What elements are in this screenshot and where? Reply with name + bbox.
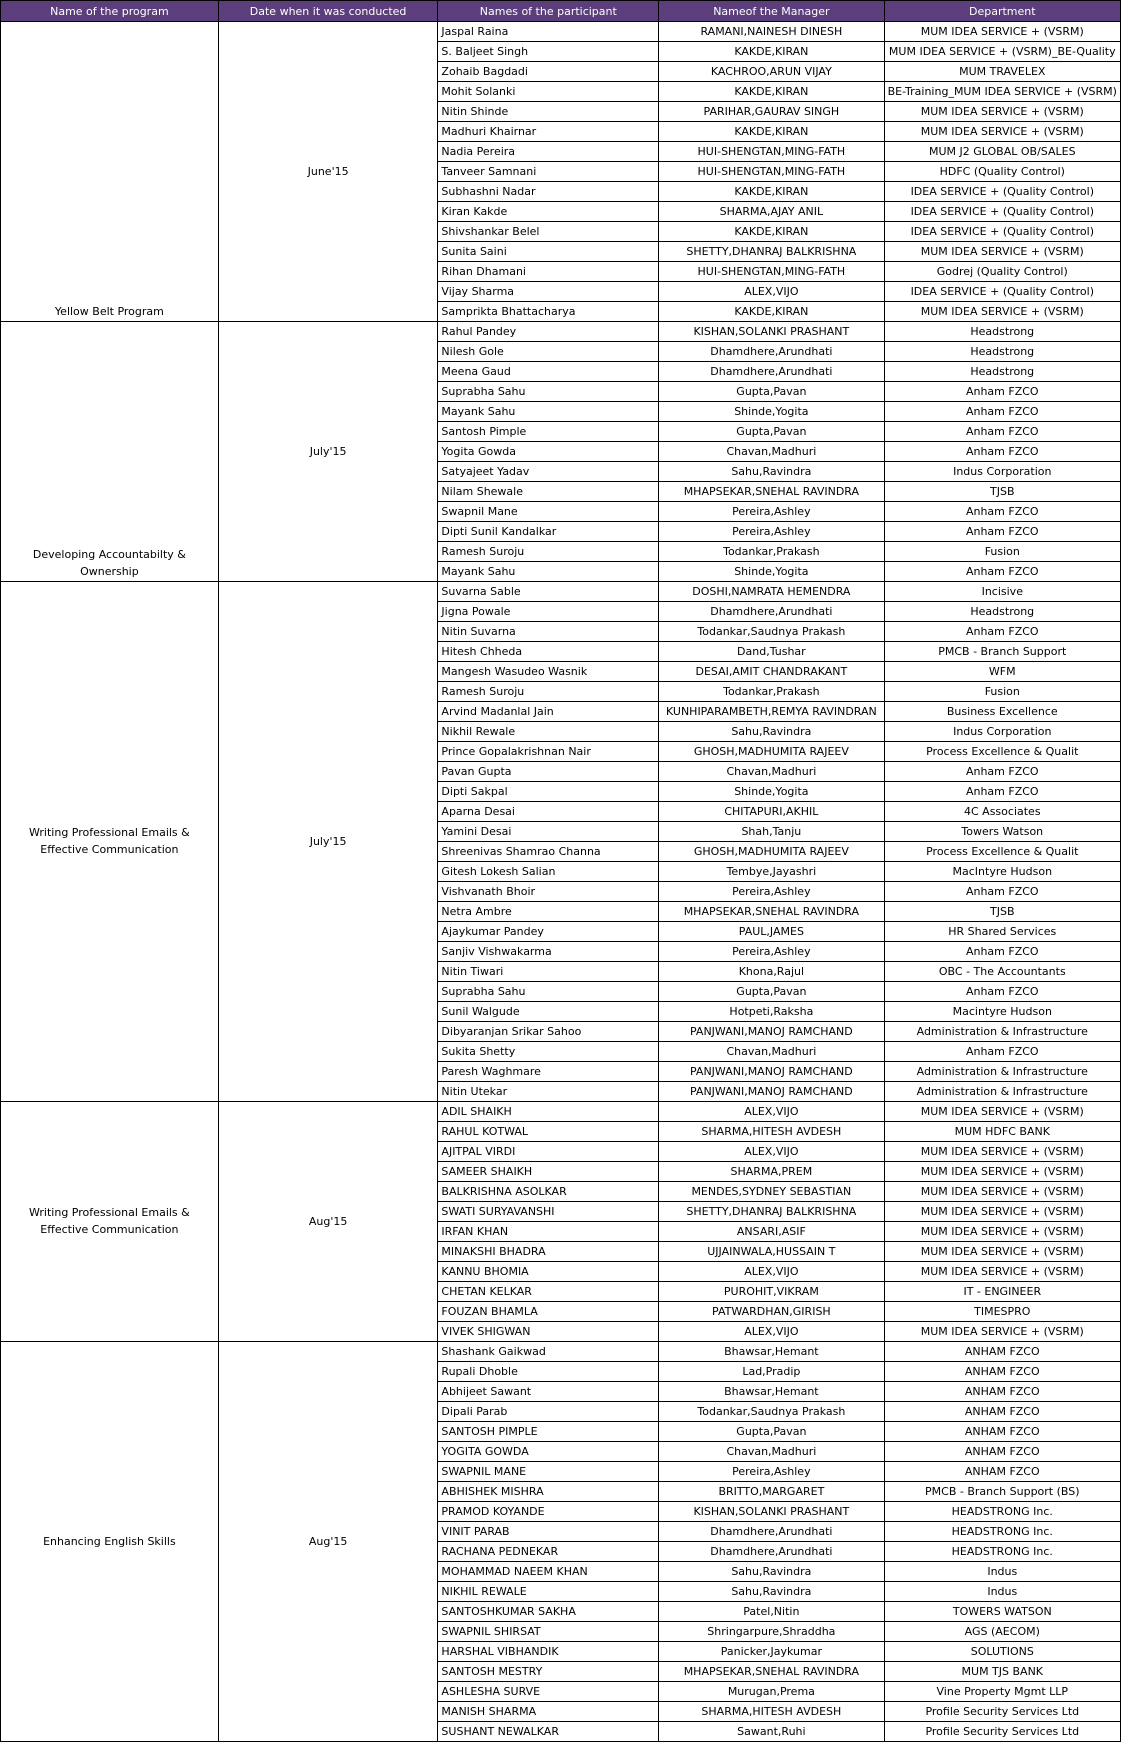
participant-cell: Yamini Desai: [438, 822, 659, 842]
department-cell: MUM IDEA SERVICE + (VSRM): [884, 102, 1120, 122]
participant-cell: SWAPNIL MANE: [438, 1462, 659, 1482]
department-cell: Indus Corporation: [884, 462, 1120, 482]
department-cell: ANHAM FZCO: [884, 1402, 1120, 1422]
department-cell: SOLUTIONS: [884, 1642, 1120, 1662]
participant-cell: Subhashni Nadar: [438, 182, 659, 202]
department-cell: Headstrong: [884, 602, 1120, 622]
date-cell: July'15: [218, 322, 438, 582]
department-cell: TIMESPRO: [884, 1302, 1120, 1322]
manager-cell: Pereira,Ashley: [659, 502, 884, 522]
manager-cell: Dhamdhere,Arundhati: [659, 602, 884, 622]
manager-cell: Bhawsar,Hemant: [659, 1342, 884, 1362]
manager-cell: Sawant,Ruhi: [659, 1722, 884, 1742]
header-date: Date when it was conducted: [218, 1, 438, 22]
department-cell: PMCB - Branch Support (BS): [884, 1482, 1120, 1502]
participant-cell: Shreenivas Shamrao Channa: [438, 842, 659, 862]
department-cell: MUM TRAVELEX: [884, 62, 1120, 82]
department-cell: MUM IDEA SERVICE + (VSRM): [884, 1102, 1120, 1122]
department-cell: Anham FZCO: [884, 502, 1120, 522]
participant-cell: Shivshankar Belel: [438, 222, 659, 242]
department-cell: Fusion: [884, 542, 1120, 562]
manager-cell: Gupta,Pavan: [659, 422, 884, 442]
participant-cell: SANTOSH PIMPLE: [438, 1422, 659, 1442]
manager-cell: Chavan,Madhuri: [659, 1442, 884, 1462]
participant-cell: Dipali Parab: [438, 1402, 659, 1422]
manager-cell: Todankar,Saudnya Prakash: [659, 1402, 884, 1422]
department-cell: Profile Security Services Ltd: [884, 1702, 1120, 1722]
manager-cell: Panicker,Jaykumar: [659, 1642, 884, 1662]
manager-cell: ANSARI,ASIF: [659, 1222, 884, 1242]
manager-cell: Shinde,Yogita: [659, 402, 884, 422]
participant-cell: NIKHIL REWALE: [438, 1582, 659, 1602]
manager-cell: Sahu,Ravindra: [659, 1562, 884, 1582]
department-cell: ANHAM FZCO: [884, 1422, 1120, 1442]
department-cell: Headstrong: [884, 362, 1120, 382]
manager-cell: Gupta,Pavan: [659, 382, 884, 402]
department-cell: Fusion: [884, 682, 1120, 702]
participant-cell: Meena Gaud: [438, 362, 659, 382]
department-cell: Anham FZCO: [884, 782, 1120, 802]
department-cell: OBC - The Accountants: [884, 962, 1120, 982]
manager-cell: RAMANI,NAINESH DINESH: [659, 22, 884, 42]
participant-cell: Sunita Saini: [438, 242, 659, 262]
table-row: [1, 1342, 1121, 1362]
participant-cell: Nadia Pereira: [438, 142, 659, 162]
department-cell: MUM IDEA SERVICE + (VSRM): [884, 1262, 1120, 1282]
department-cell: Administration & Infrastructure: [884, 1022, 1120, 1042]
department-cell: IDEA SERVICE + (Quality Control): [884, 182, 1120, 202]
participant-cell: Ramesh Suroju: [438, 542, 659, 562]
manager-cell: KUNHIPARAMBETH,REMYA RAVINDRAN: [659, 702, 884, 722]
participant-cell: Hitesh Chheda: [438, 642, 659, 662]
participant-cell: MANISH SHARMA: [438, 1702, 659, 1722]
manager-cell: SHARMA,HITESH AVDESH: [659, 1702, 884, 1722]
participant-cell: SWAPNIL SHIRSAT: [438, 1622, 659, 1642]
participant-cell: Aparna Desai: [438, 802, 659, 822]
date-cell: July'15: [218, 582, 438, 1102]
participant-cell: Tanveer Samnani: [438, 162, 659, 182]
department-cell: MUM HDFC BANK: [884, 1122, 1120, 1142]
department-cell: HR Shared Services: [884, 922, 1120, 942]
department-cell: MUM IDEA SERVICE + (VSRM): [884, 1322, 1120, 1342]
table-row: [1, 582, 1121, 602]
participant-cell: Satyajeet Yadav: [438, 462, 659, 482]
participant-cell: Mangesh Wasudeo Wasnik: [438, 662, 659, 682]
table-row: [1, 1102, 1121, 1122]
department-cell: WFM: [884, 662, 1120, 682]
participant-cell: MINAKSHI BHADRA: [438, 1242, 659, 1262]
manager-cell: Tembye,Jayashri: [659, 862, 884, 882]
department-cell: Anham FZCO: [884, 762, 1120, 782]
program-name-cell: Writing Professional Emails & Effective Communication: [1, 582, 219, 1102]
department-cell: TOWERS WATSON: [884, 1602, 1120, 1622]
manager-cell: PARIHAR,GAURAV SINGH: [659, 102, 884, 122]
participant-cell: Dipti Sunil Kandalkar: [438, 522, 659, 542]
manager-cell: Hotpeti,Raksha: [659, 1002, 884, 1022]
participant-cell: Madhuri Khairnar: [438, 122, 659, 142]
department-cell: Anham FZCO: [884, 522, 1120, 542]
participant-cell: Mayank Sahu: [438, 402, 659, 422]
manager-cell: Shah,Tanju: [659, 822, 884, 842]
department-cell: Anham FZCO: [884, 442, 1120, 462]
department-cell: Anham FZCO: [884, 1042, 1120, 1062]
participant-cell: Kiran Kakde: [438, 202, 659, 222]
participant-cell: Santosh Pimple: [438, 422, 659, 442]
manager-cell: Gupta,Pavan: [659, 1422, 884, 1442]
department-cell: ANHAM FZCO: [884, 1382, 1120, 1402]
department-cell: MUM IDEA SERVICE + (VSRM)_BE-Quality: [884, 42, 1120, 62]
participant-cell: RAHUL KOTWAL: [438, 1122, 659, 1142]
department-cell: IDEA SERVICE + (Quality Control): [884, 202, 1120, 222]
department-cell: MUM IDEA SERVICE + (VSRM): [884, 242, 1120, 262]
manager-cell: UJJAINWALA,HUSSAIN T: [659, 1242, 884, 1262]
participant-cell: SWATI SURYAVANSHI: [438, 1202, 659, 1222]
manager-cell: Shringarpure,Shraddha: [659, 1622, 884, 1642]
department-cell: MUM IDEA SERVICE + (VSRM): [884, 22, 1120, 42]
manager-cell: KAKDE,KIRAN: [659, 42, 884, 62]
manager-cell: Pereira,Ashley: [659, 882, 884, 902]
manager-cell: SHARMA,AJAY ANIL: [659, 202, 884, 222]
participant-cell: FOUZAN BHAMLA: [438, 1302, 659, 1322]
participant-cell: Abhijeet Sawant: [438, 1382, 659, 1402]
participant-cell: Rihan Dhamani: [438, 262, 659, 282]
department-cell: Godrej (Quality Control): [884, 262, 1120, 282]
manager-cell: KAKDE,KIRAN: [659, 182, 884, 202]
participant-cell: Swapnil Mane: [438, 502, 659, 522]
manager-cell: ALEX,VIJO: [659, 1142, 884, 1162]
manager-cell: HUI-SHENGTAN,MING-FATH: [659, 262, 884, 282]
department-cell: 4C Associates: [884, 802, 1120, 822]
participant-cell: Ramesh Suroju: [438, 682, 659, 702]
manager-cell: PANJWANI,MANOJ RAMCHAND: [659, 1022, 884, 1042]
department-cell: IDEA SERVICE + (Quality Control): [884, 282, 1120, 302]
department-cell: MUM IDEA SERVICE + (VSRM): [884, 1242, 1120, 1262]
participant-cell: AJITPAL VIRDI: [438, 1142, 659, 1162]
date-cell: Aug'15: [218, 1102, 438, 1342]
department-cell: Anham FZCO: [884, 942, 1120, 962]
department-cell: ANHAM FZCO: [884, 1442, 1120, 1462]
participant-cell: SANTOSHKUMAR SAKHA: [438, 1602, 659, 1622]
manager-cell: DESAI,AMIT CHANDRAKANT: [659, 662, 884, 682]
manager-cell: Gupta,Pavan: [659, 982, 884, 1002]
manager-cell: SHETTY,DHANRAJ BALKRISHNA: [659, 1202, 884, 1222]
department-cell: Anham FZCO: [884, 562, 1120, 582]
participant-cell: Vishvanath Bhoir: [438, 882, 659, 902]
department-cell: HEADSTRONG Inc.: [884, 1542, 1120, 1562]
manager-cell: Dhamdhere,Arundhati: [659, 1522, 884, 1542]
department-cell: Macintyre Hudson: [884, 1002, 1120, 1022]
department-cell: PMCB - Branch Support: [884, 642, 1120, 662]
department-cell: Incisive: [884, 582, 1120, 602]
header-department: Department: [884, 1, 1120, 22]
manager-cell: Pereira,Ashley: [659, 1462, 884, 1482]
department-cell: Vine Property Mgmt LLP: [884, 1682, 1120, 1702]
department-cell: Indus: [884, 1582, 1120, 1602]
manager-cell: MHAPSEKAR,SNEHAL RAVINDRA: [659, 902, 884, 922]
participant-cell: KANNU BHOMIA: [438, 1262, 659, 1282]
participant-cell: Ajaykumar Pandey: [438, 922, 659, 942]
department-cell: MUM IDEA SERVICE + (VSRM): [884, 302, 1120, 322]
department-cell: IT - ENGINEER: [884, 1282, 1120, 1302]
department-cell: Towers Watson: [884, 822, 1120, 842]
department-cell: BE-Training_MUM IDEA SERVICE + (VSRM): [884, 82, 1120, 102]
manager-cell: SHARMA,HITESH AVDESH: [659, 1122, 884, 1142]
participant-cell: ASHLESHA SURVE: [438, 1682, 659, 1702]
department-cell: Indus Corporation: [884, 722, 1120, 742]
participant-cell: Sanjiv Vishwakarma: [438, 942, 659, 962]
manager-cell: ALEX,VIJO: [659, 282, 884, 302]
manager-cell: GHOSH,MADHUMITA RAJEEV: [659, 742, 884, 762]
department-cell: Headstrong: [884, 322, 1120, 342]
participant-cell: Paresh Waghmare: [438, 1062, 659, 1082]
header-manager: Nameof the Manager: [659, 1, 884, 22]
program-name-cell: Writing Professional Emails & Effective Communication: [1, 1102, 219, 1342]
participant-cell: SUSHANT NEWALKAR: [438, 1722, 659, 1742]
date-cell: Aug'15: [218, 1342, 438, 1742]
manager-cell: Chavan,Madhuri: [659, 762, 884, 782]
department-cell: MUM IDEA SERVICE + (VSRM): [884, 1202, 1120, 1222]
manager-cell: KISHAN,SOLANKI PRASHANT: [659, 1502, 884, 1522]
department-cell: ANHAM FZCO: [884, 1362, 1120, 1382]
participant-cell: Gitesh Lokesh Salian: [438, 862, 659, 882]
participant-cell: Prince Gopalakrishnan Nair: [438, 742, 659, 762]
table-row: [1, 322, 1121, 342]
participant-cell: Nilesh Gole: [438, 342, 659, 362]
header-program: Name of the program: [1, 1, 219, 22]
manager-cell: Khona,Rajul: [659, 962, 884, 982]
department-cell: AGS (AECOM): [884, 1622, 1120, 1642]
department-cell: HEADSTRONG Inc.: [884, 1502, 1120, 1522]
manager-cell: Todankar,Saudnya Prakash: [659, 622, 884, 642]
program-name-cell: Enhancing English Skills: [1, 1342, 219, 1742]
department-cell: Anham FZCO: [884, 982, 1120, 1002]
department-cell: Headstrong: [884, 342, 1120, 362]
manager-cell: PUROHIT,VIKRAM: [659, 1282, 884, 1302]
department-cell: Anham FZCO: [884, 402, 1120, 422]
participant-cell: Zohaib Bagdadi: [438, 62, 659, 82]
participant-cell: YOGITA GOWDA: [438, 1442, 659, 1462]
manager-cell: HUI-SHENGTAN,MING-FATH: [659, 142, 884, 162]
participant-cell: MOHAMMAD NAEEM KHAN: [438, 1562, 659, 1582]
participant-cell: Shashank Gaikwad: [438, 1342, 659, 1362]
participant-cell: Pavan Gupta: [438, 762, 659, 782]
participant-cell: Nikhil Rewale: [438, 722, 659, 742]
department-cell: MUM J2 GLOBAL OB/SALES: [884, 142, 1120, 162]
manager-cell: Dhamdhere,Arundhati: [659, 362, 884, 382]
manager-cell: BRITTO,MARGARET: [659, 1482, 884, 1502]
participant-cell: Yogita Gowda: [438, 442, 659, 462]
department-cell: Anham FZCO: [884, 622, 1120, 642]
manager-cell: Shinde,Yogita: [659, 782, 884, 802]
department-cell: MUM IDEA SERVICE + (VSRM): [884, 1162, 1120, 1182]
department-cell: Business Excellence: [884, 702, 1120, 722]
header-participant: Names of the participant: [438, 1, 659, 22]
table-row: [1, 22, 1121, 42]
manager-cell: MENDES,SYDNEY SEBASTIAN: [659, 1182, 884, 1202]
date-cell: June'15: [218, 22, 438, 322]
manager-cell: ALEX,VIJO: [659, 1322, 884, 1342]
participant-cell: Dibyaranjan Srikar Sahoo: [438, 1022, 659, 1042]
manager-cell: SHETTY,DHANRAJ BALKRISHNA: [659, 242, 884, 262]
manager-cell: ALEX,VIJO: [659, 1102, 884, 1122]
program-name-cell: Yellow Belt Program: [1, 22, 219, 322]
manager-cell: ALEX,VIJO: [659, 1262, 884, 1282]
department-cell: MUM TJS BANK: [884, 1662, 1120, 1682]
participant-cell: Nitin Suvarna: [438, 622, 659, 642]
manager-cell: Lad,Pradip: [659, 1362, 884, 1382]
manager-cell: KAKDE,KIRAN: [659, 302, 884, 322]
participant-cell: SANTOSH MESTRY: [438, 1662, 659, 1682]
manager-cell: PAUL,JAMES: [659, 922, 884, 942]
manager-cell: Patel,Nitin: [659, 1602, 884, 1622]
department-cell: MUM IDEA SERVICE + (VSRM): [884, 1222, 1120, 1242]
department-cell: ANHAM FZCO: [884, 1342, 1120, 1362]
department-cell: TJSB: [884, 482, 1120, 502]
participant-cell: HARSHAL VIBHANDIK: [438, 1642, 659, 1662]
participant-cell: ADIL SHAIKH: [438, 1102, 659, 1122]
manager-cell: KISHAN,SOLANKI PRASHANT: [659, 322, 884, 342]
participant-cell: Netra Ambre: [438, 902, 659, 922]
department-cell: Anham FZCO: [884, 382, 1120, 402]
participant-cell: Suvarna Sable: [438, 582, 659, 602]
department-cell: Anham FZCO: [884, 422, 1120, 442]
manager-cell: MHAPSEKAR,SNEHAL RAVINDRA: [659, 482, 884, 502]
manager-cell: KACHROO,ARUN VIJAY: [659, 62, 884, 82]
manager-cell: Dand,Tushar: [659, 642, 884, 662]
manager-cell: Todankar,Prakash: [659, 542, 884, 562]
participant-cell: Mayank Sahu: [438, 562, 659, 582]
participant-cell: RACHANA PEDNEKAR: [438, 1542, 659, 1562]
participant-cell: Nitin Shinde: [438, 102, 659, 122]
participant-cell: IRFAN KHAN: [438, 1222, 659, 1242]
header-row: [1, 1, 1121, 22]
participant-cell: VINIT PARAB: [438, 1522, 659, 1542]
manager-cell: GHOSH,MADHUMITA RAJEEV: [659, 842, 884, 862]
department-cell: Process Excellence & Qualit: [884, 842, 1120, 862]
manager-cell: SHARMA,PREM: [659, 1162, 884, 1182]
manager-cell: Sahu,Ravindra: [659, 462, 884, 482]
manager-cell: Pereira,Ashley: [659, 522, 884, 542]
participant-cell: Arvind Madanlal Jain: [438, 702, 659, 722]
participant-cell: Samprikta Bhattacharya: [438, 302, 659, 322]
department-cell: Anham FZCO: [884, 882, 1120, 902]
manager-cell: KAKDE,KIRAN: [659, 82, 884, 102]
participant-cell: Jigna Powale: [438, 602, 659, 622]
manager-cell: PANJWANI,MANOJ RAMCHAND: [659, 1082, 884, 1102]
manager-cell: HUI-SHENGTAN,MING-FATH: [659, 162, 884, 182]
manager-cell: MHAPSEKAR,SNEHAL RAVINDRA: [659, 1662, 884, 1682]
department-cell: Administration & Infrastructure: [884, 1062, 1120, 1082]
manager-cell: PATWARDHAN,GIRISH: [659, 1302, 884, 1322]
manager-cell: Pereira,Ashley: [659, 942, 884, 962]
participant-cell: Sunil Walgude: [438, 1002, 659, 1022]
department-cell: MacIntyre Hudson: [884, 862, 1120, 882]
participant-cell: Nitin Utekar: [438, 1082, 659, 1102]
manager-cell: KAKDE,KIRAN: [659, 222, 884, 242]
department-cell: MUM IDEA SERVICE + (VSRM): [884, 122, 1120, 142]
program-name-cell: Developing Accountabilty & Ownership: [1, 322, 219, 582]
participant-cell: Suprabha Sahu: [438, 982, 659, 1002]
participant-cell: CHETAN KELKAR: [438, 1282, 659, 1302]
department-cell: MUM IDEA SERVICE + (VSRM): [884, 1182, 1120, 1202]
manager-cell: CHITAPURI,AKHIL: [659, 802, 884, 822]
manager-cell: Chavan,Madhuri: [659, 1042, 884, 1062]
participant-cell: Vijay Sharma: [438, 282, 659, 302]
participant-cell: Mohit Solanki: [438, 82, 659, 102]
participant-cell: Dipti Sakpal: [438, 782, 659, 802]
manager-cell: Sahu,Ravindra: [659, 722, 884, 742]
department-cell: HEADSTRONG Inc.: [884, 1522, 1120, 1542]
manager-cell: DOSHI,NAMRATA HEMENDRA: [659, 582, 884, 602]
department-cell: IDEA SERVICE + (Quality Control): [884, 222, 1120, 242]
manager-cell: Todankar,Prakash: [659, 682, 884, 702]
participant-cell: Sukita Shetty: [438, 1042, 659, 1062]
manager-cell: Murugan,Prema: [659, 1682, 884, 1702]
manager-cell: Dhamdhere,Arundhati: [659, 342, 884, 362]
department-cell: Administration & Infrastructure: [884, 1082, 1120, 1102]
participant-cell: Rahul Pandey: [438, 322, 659, 342]
department-cell: Indus: [884, 1562, 1120, 1582]
manager-cell: Shinde,Yogita: [659, 562, 884, 582]
manager-cell: Dhamdhere,Arundhati: [659, 1542, 884, 1562]
manager-cell: Bhawsar,Hemant: [659, 1382, 884, 1402]
department-cell: Process Excellence & Qualit: [884, 742, 1120, 762]
manager-cell: KAKDE,KIRAN: [659, 122, 884, 142]
participant-cell: Nitin Tiwari: [438, 962, 659, 982]
participant-cell: SAMEER SHAIKH: [438, 1162, 659, 1182]
table-body: [1, 22, 1121, 1742]
participant-cell: BALKRISHNA ASOLKAR: [438, 1182, 659, 1202]
department-cell: ANHAM FZCO: [884, 1462, 1120, 1482]
participant-cell: Nilam Shewale: [438, 482, 659, 502]
participant-cell: Jaspal Raina: [438, 22, 659, 42]
participant-cell: Rupali Dhoble: [438, 1362, 659, 1382]
manager-cell: PANJWANI,MANOJ RAMCHAND: [659, 1062, 884, 1082]
participant-cell: S. Baljeet Singh: [438, 42, 659, 62]
manager-cell: Chavan,Madhuri: [659, 442, 884, 462]
participant-cell: PRAMOD KOYANDE: [438, 1502, 659, 1522]
participant-cell: ABHISHEK MISHRA: [438, 1482, 659, 1502]
participant-cell: Suprabha Sahu: [438, 382, 659, 402]
participant-cell: VIVEK SHIGWAN: [438, 1322, 659, 1342]
department-cell: Profile Security Services Ltd: [884, 1722, 1120, 1742]
department-cell: TJSB: [884, 902, 1120, 922]
manager-cell: Sahu,Ravindra: [659, 1582, 884, 1602]
department-cell: HDFC (Quality Control): [884, 162, 1120, 182]
department-cell: MUM IDEA SERVICE + (VSRM): [884, 1142, 1120, 1162]
